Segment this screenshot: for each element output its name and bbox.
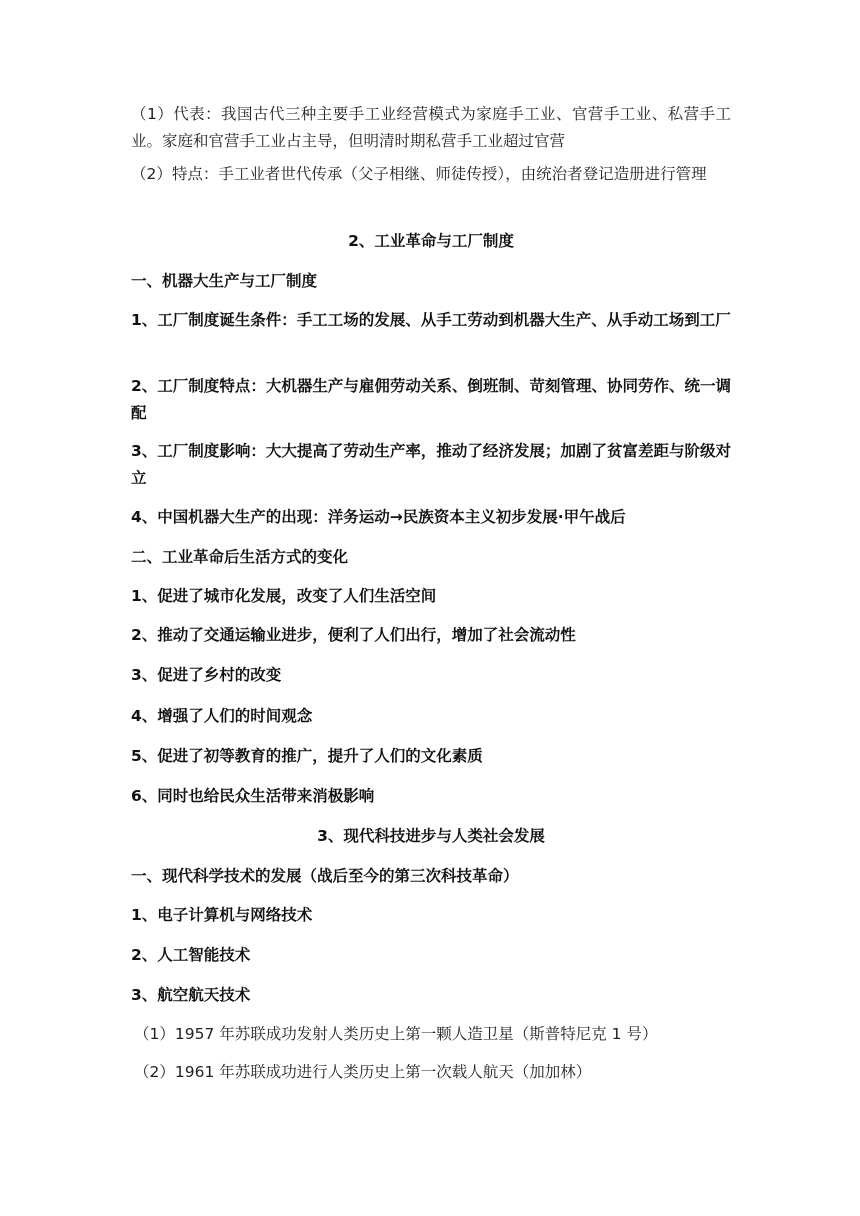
paragraph-representative: （1）代表：我国古代三种主要手工业经营模式为家庭手工业、官营手工业、私营手工业。家庭和官营手工业占主导，但明清时期私营手工业超过官营 bbox=[131, 105, 731, 150]
list-item-factory-impact: 3、工厂制度影响：大大提高了劳动生产率，推动了经济发展；加剧了贫富差距与阶级对立 bbox=[131, 442, 731, 487]
subheading-machine-production: 一、机器大生产与工厂制度 bbox=[131, 272, 318, 290]
list-item-computers-network: 1、电子计算机与网络技术 bbox=[131, 906, 313, 924]
subheading-modern-science: 一、现代科学技术的发展（战后至今的第三次科技革命） bbox=[131, 867, 519, 885]
list-item-education: 5、促进了初等教育的推广，提升了人们的文化素质 bbox=[131, 747, 483, 765]
subheading-lifestyle-changes: 二、工业革命后生活方式的变化 bbox=[131, 548, 349, 566]
list-item-factory-origin: 1、工厂制度诞生条件：手工工场的发展、从手工劳动到机器大生产、从手动工场到工厂 bbox=[131, 311, 731, 329]
list-item-time-concept: 4、增强了人们的时间观念 bbox=[131, 707, 313, 725]
list-item-factory-features: 2、工厂制度特点：大机器生产与雇佣劳动关系、倒班制、苛刻管理、协同劳作、统一调配 bbox=[131, 377, 731, 422]
list-item-transportation: 2、推动了交通运输业进步，便利了人们出行，增加了社会流动性 bbox=[131, 626, 576, 644]
sub-item-satellite-1957: （1）1957 年苏联成功发射人类历史上第一颗人造卫星（斯普特尼克 1 号） bbox=[134, 1025, 658, 1043]
sub-item-spaceflight-1961: （2）1961 年苏联成功进行人类历史上第一次载人航天（加加林） bbox=[134, 1063, 592, 1081]
list-item-urbanization: 1、促进了城市化发展，改变了人们生活空间 bbox=[131, 587, 437, 605]
paragraph-features: （2）特点：手工业者世代传承（父子相继、师徒传授），由统治者登记造册进行管理 bbox=[131, 165, 707, 183]
list-item-rural-change: 3、促进了乡村的改变 bbox=[131, 666, 282, 684]
list-item-artificial-intelligence: 2、人工智能技术 bbox=[131, 946, 251, 964]
section-heading-industrial-revolution: 2、工业革命与工厂制度 bbox=[348, 232, 514, 250]
list-item-aerospace: 3、航空航天技术 bbox=[131, 986, 251, 1004]
section-heading-modern-technology: 3、现代科技进步与人类社会发展 bbox=[317, 827, 545, 845]
list-item-negative-effects: 6、同时也给民众生活带来消极影响 bbox=[131, 787, 375, 805]
list-item-china-machine-production: 4、中国机器大生产的出现：洋务运动→民族资本主义初步发展·甲午战后 bbox=[131, 508, 626, 526]
